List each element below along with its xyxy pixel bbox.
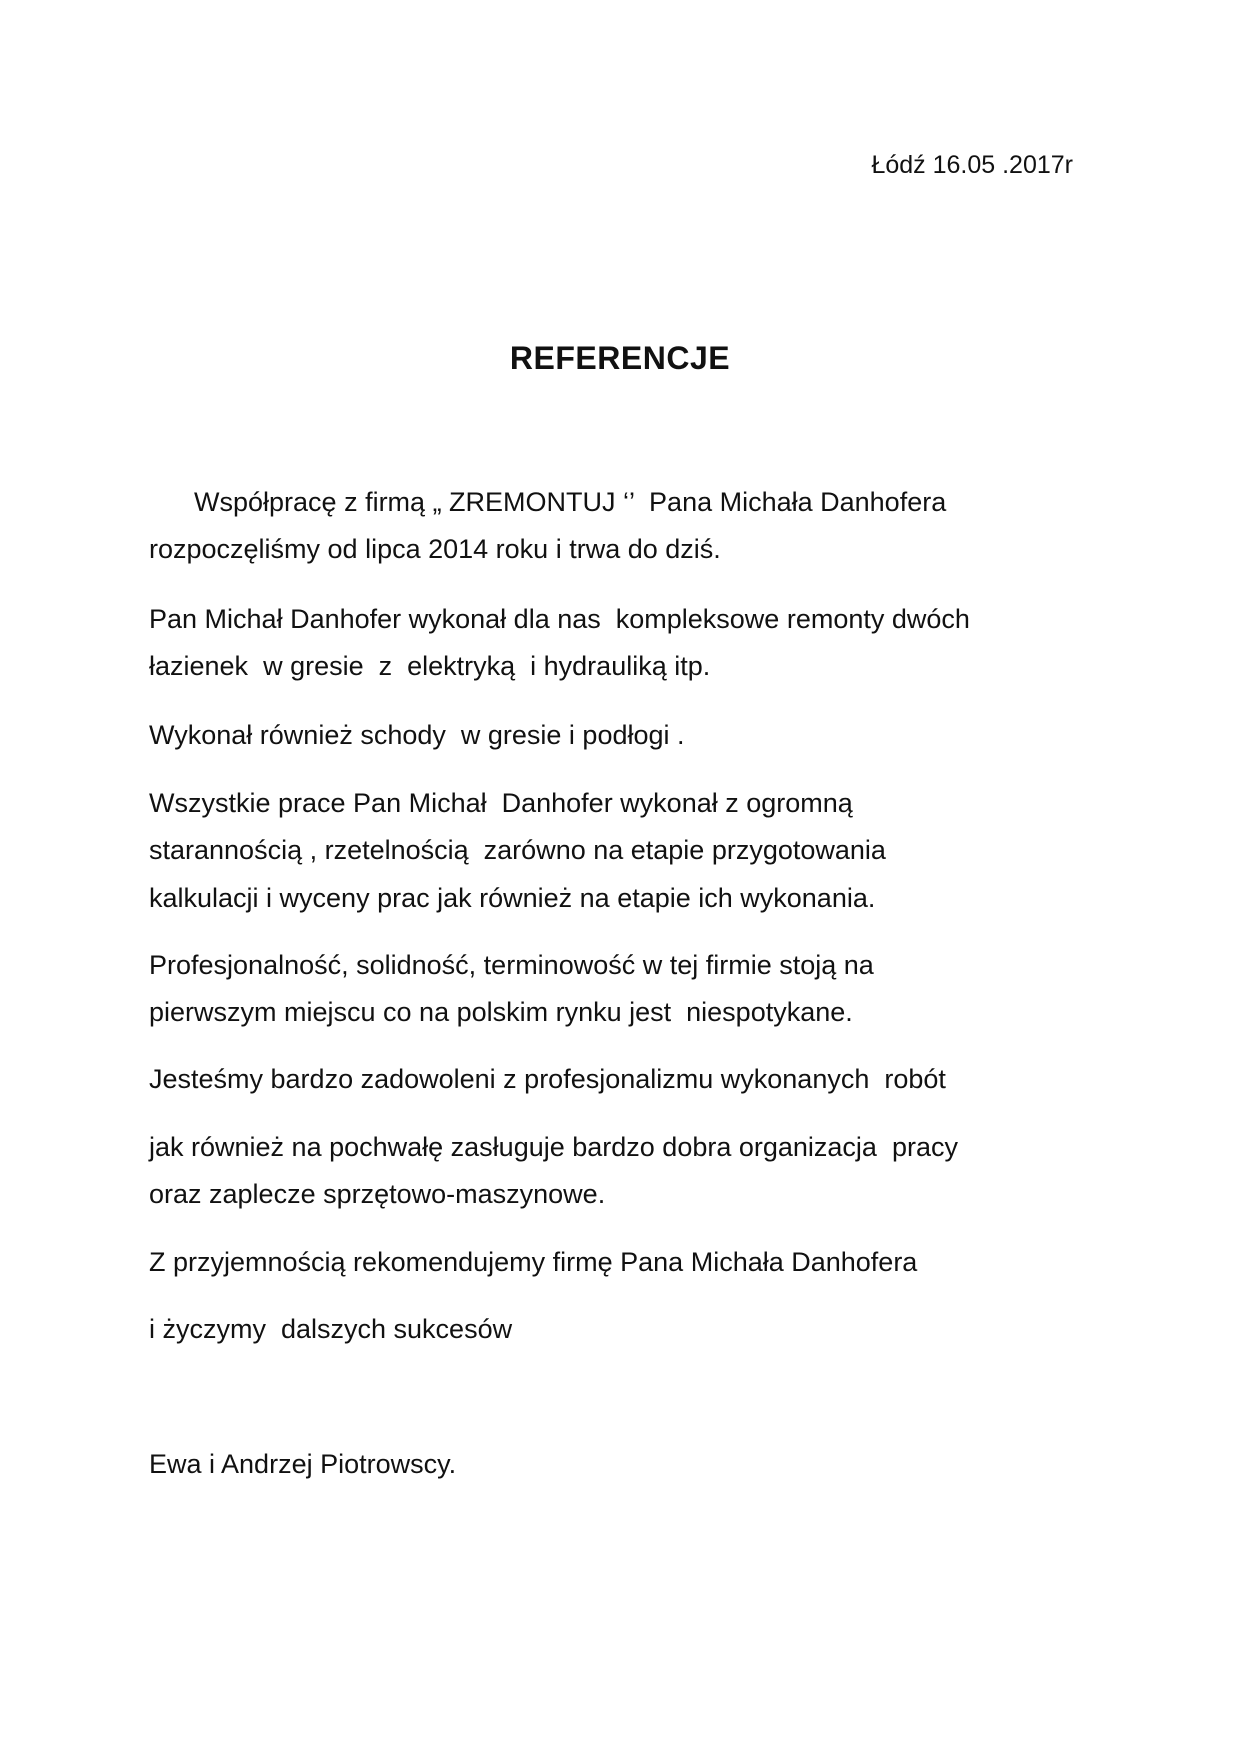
paragraph-line: Jesteśmy bardzo zadowoleni z profesjonalizmu wykonanych robót: [149, 1064, 946, 1094]
paragraph-line: Wykonał również schody w gresie i podłogi .: [149, 720, 685, 750]
paragraph-line: łazienek w gresie z elektryką i hydrauliką itp.: [149, 651, 711, 681]
paragraph-line: Pan Michał Danhofer wykonał dla nas kompleksowe remonty dwóch: [149, 604, 970, 634]
signature-line: Ewa i Andrzej Piotrowscy.: [149, 1449, 457, 1479]
paragraph-line: starannością , rzetelnością zarówno na etapie przygotowania: [149, 835, 886, 865]
paragraph-line: rozpoczęliśmy od lipca 2014 roku i trwa do dziś.: [149, 534, 721, 564]
paragraph-line: jak również na pochwałę zasługuje bardzo dobra organizacja pracy: [149, 1132, 958, 1162]
paragraph-line: i życzymy dalszych sukcesów: [149, 1314, 513, 1344]
paragraph-line: Z przyjemnością rekomendujemy firmę Pana Michała Danhofera: [149, 1247, 918, 1277]
paragraph-line: pierwszym miejscu co na polskim rynku jest niespotykane.: [149, 997, 853, 1027]
letter-date: Łódź 16.05 .2017r: [871, 151, 1073, 179]
paragraph-line: Profesjonalność, solidność, terminowość w tej firmie stoją na: [149, 950, 874, 980]
letter-title: REFERENCJE: [509, 340, 731, 376]
paragraph-line: Wszystkie prace Pan Michał Danhofer wykonał z ogromną: [149, 788, 853, 818]
paragraph-line: oraz zaplecze sprzętowo-maszynowe.: [149, 1179, 606, 1209]
paragraph-line: kalkulacji i wyceny prac jak również na etapie ich wykonania.: [149, 883, 876, 913]
paragraph-line: Współpracę z firmą „ ZREMONTUJ ‘’ Pana Michała Danhofera: [149, 487, 947, 517]
